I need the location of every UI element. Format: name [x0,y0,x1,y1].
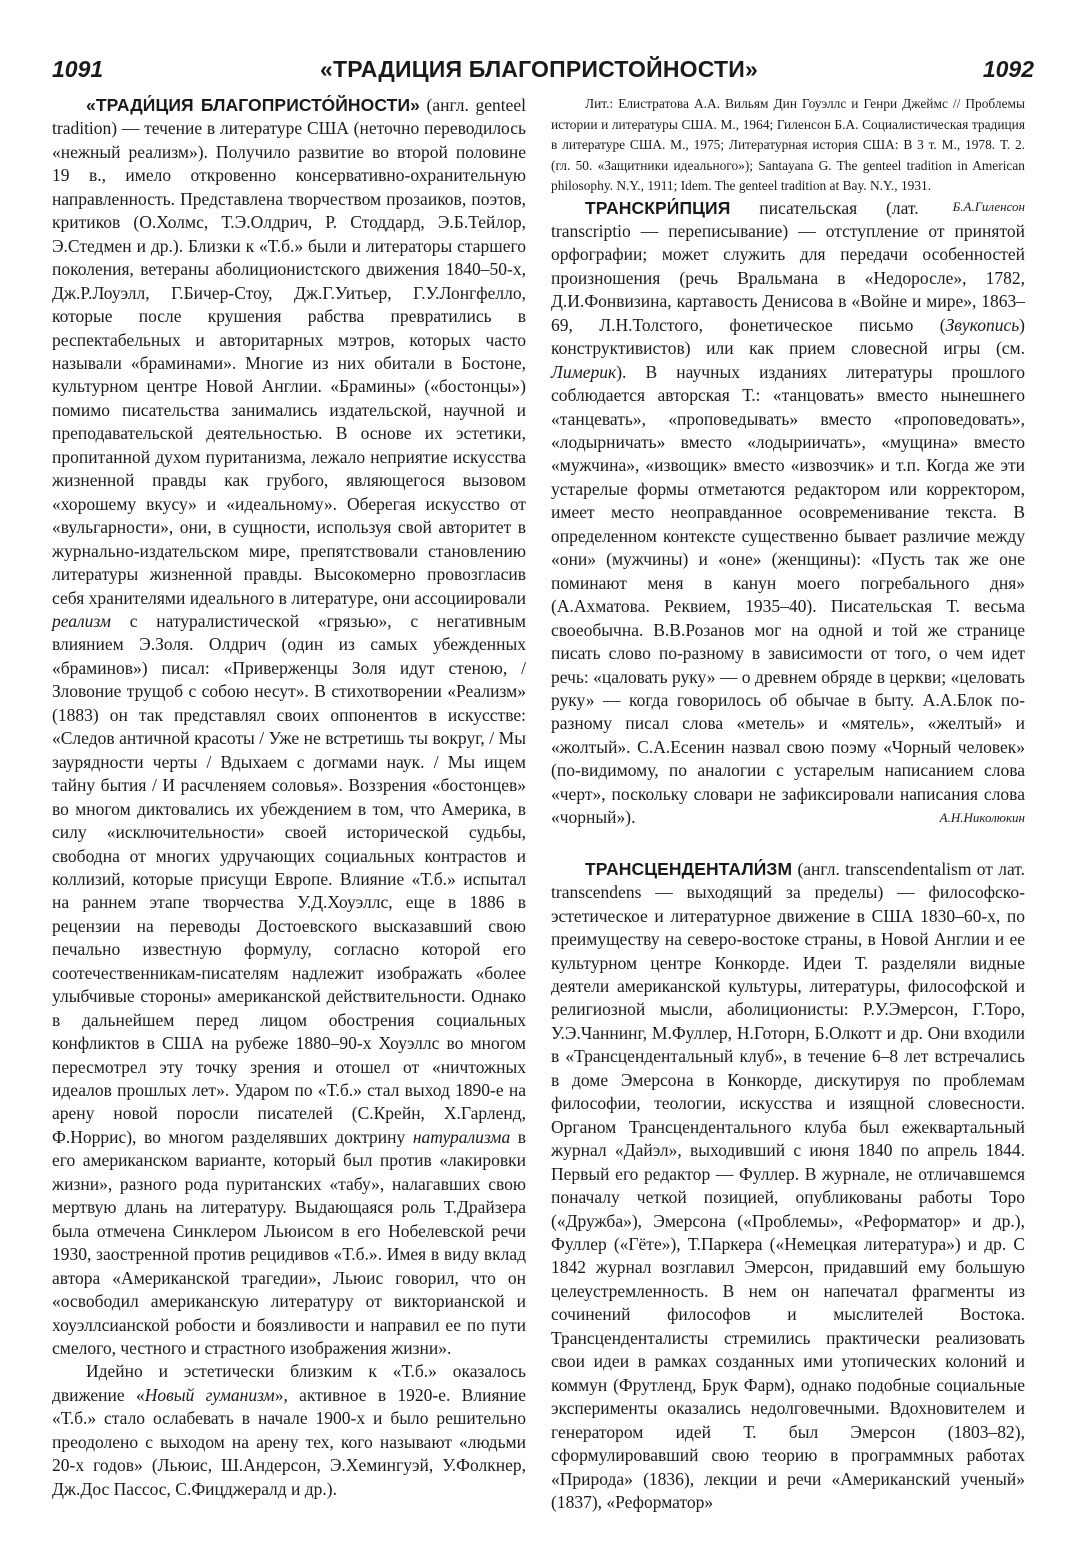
cross-ref-sound-writing: Звукопись [945,314,1020,335]
entry-text: », активное в 1920-е. Влияние «Т.б.» стало ослабевать в начале 1900-х и было решительно преодолено с выходом на арену тех, кого называют «людьми 20-х годов» (Льюис, Ш.Андерсон, Э.Хемингуэй, У.Фолкнер, Дж.Дос Пассос, С.Фицджерaлд и др.). [52,1384,526,1499]
left-column [52,94,526,1501]
entry-text: (англ. genteel tradition) — течение в литературе США (неточно переводилось «нежный реализм»). Получило развитие во второй половине 19 в., имело откровенно консервативно-охранительную направленность. Представлена творчеством прозаиков, поэтов, критиков (О.Холмс, Т.Э.Олдрич, Р. Стоддард, Э.Б.Тейлор, Э.Стедмен и др.). Близки к «Т.б.» были и литераторы старшего поколения, ветераны аболиционистского движения 1840–50-х, Дж.Р.Лоуэлл, Г.Бичер-Стоу, Дж.Г.Уитьер, Г.У.Лонгфелло, которые после крушения рабства превратились в респектабельных и авторитарных мэтров, которых часто называли «браминами». Многие из них обитали в Бостоне, культурном центре Новой Англии. «Брамины» («бостонцы») помимо писательства занимались издательской, научной и преподавательской деятельностью. В основе их эстетики, пропитанной духом пуританизма, лежало неприятие искусства жизненной правды как грубого, являющегося вызовом «хорошему вкусу» и «идеальному». Оберегая искусство от «вульгарности», они, в сущности, используя свой авторитет в журнально-издательском мире, препятствовали становлению литературы жизненной правды. Высокомерно провозгласив себя хранителями идеального в литературе, они ассоциировали [52,95,527,608]
entry-headword: «ТРАДИ́ЦИЯ БЛАГОПРИСТО́ЙНОСТИ» [86,95,420,115]
entry-text: ) конструктивистов) или как прием словесной игры (см. [551,314,1025,359]
entry-headword: ТРАНСЦЕНДЕНТАЛИ́ЗМ [585,858,793,879]
entry-text: в его американском варианте, который был против «лакировки жизни», разного рода пуританских «табу», налагавших свою мертвую длань на литературу. Выдающаяся роль Т.Драйзера была отмечена Синклером Льюисом в его Нобелевской речи 1930, заостренной против рецидивов «Т.б.». Имея в виду вклад автора «Американской трагедии», Льюис говорил, что он «освободил американскую литературу от викторианской и хоуэллсианской робости и боязливости и направил ее по пути смелого, честного и страстного изображения жизни». [52,1126,526,1359]
page-number-left: 1091 [52,56,104,82]
literature-text: Елистратова А.А. Вильям Дин Гоуэллс и Генри Джеймс // Проблемы истории и литературы США. М., 1964; Гиленсон Б.А. Социалистическая традиция в литературе США. М., 1975; Литературная история США: В 3 т. М., 1978. Т. 2. (гл. 50. «Защитники идеального»); Santayana G. The genteel tradition in American philosophy. N.Y., 1911; Idem. The genteel tradition at Bay. N.Y., 1931. [551,96,1025,193]
entry-text: писательская (лат. transcriptio — переписывание) — отступление от принятой орфографии; может служить для передачи особенностей произношения (речь Вральмана в «Недоросле», 1782, Д.И.Фонвизина, картавость Денисова в «Войне и мире», 1863–69, Л.Н.Толстого, фонетическое письмо ( [551,197,1025,335]
entry-genteel-tradition-p2 [52,1360,526,1501]
entry-text: Идейно и эстетически близким к «Т.б.» оказалось движение « [52,1361,526,1405]
cross-ref-naturalism: натурализма [412,1126,511,1147]
entry-transcription [551,197,1025,830]
entry-author: Б.А.Гиленсон [952,198,1025,214]
cross-ref-realism: реализм [52,610,111,631]
entry-transcendentalism [551,858,1025,1515]
page-header [44,56,1034,88]
entry-text: ). В научных изданиях литературы прошлого соблюдается авторская Т.: «танцовать» вместо нынешнего «танцевать», «проповедывать» вместо «проповедовать», «лодырничать» вместо «лодыриичать», «мущина» вместо «мужчина», «извощик» вместо «извозчик» и т.п. Когда же эти устарелые формы отметаются редактором или корректором, имеет место неоправданное осовременивание текста. В определенном контексте существенно бывает различие между «они» (мужчины) и «оне» (женщины): «Пусть так же оне поминают меня в канун моего погребального дня» (А.Ахматова. Реквием, 1935–40). Писательская Т. весьма своеобычна. В.В.Розанов мог на одной и той же странице писать слово по-разному в зависимости от того, о чем идет речь: «цаловать руку» — о древнем обряде в церкви; «целовать руку» — когда говорилось об обычае в быту. А.А.Блок по-разному писал слова «метель» и «мятель», «желтый» и «жолтый». С.А.Есенин назвал свою поэму «Чорный человек» (по-видимому, по аналогии с устарелым написанием слова «черт», поскольку словари не зафиксировали написания слова «чорный»). [551,361,1025,828]
entry-genteel-tradition-p1 [52,94,526,1360]
entry-text: (англ. transcendentalism от лат. transcendens — выходящий за пределы) — философско-эстетическое и литературное движение в США 1830–60-х, по преимуществу на северо-востоке страны, в Новой Англии и ее культурном центре Конкорде. Идеи Т. разделяли видные деятели американской культуры, литературы, философской и религиозной мысли, аболиционисты: Р.У.Эмерсон, Г.Торо, У.Э.Чаннинг, М.Фуллер, Н.Готорн, Б.Олкотт и др. Они входили в «Трансцендентальный клуб», в течение 6–8 лет встречались в доме Эмерсона в Конкорде, дискутируя по проблемам философии, теологии, искусства и изящной словесности. Органом Трансцендентального клуба был ежеквартальный журнал «Дайэл», выходивший с июня 1840 по апрель 1844. Первый его редактор — Фуллер. В журнале, не отличавшемся поначалу четкой позицией, опубликованы работы Торо («Дружба»), Эмерсона («Проблемы», «Реформатор» и др.), Фуллер («Гёте»), Т.Паркера («Немецкая литература») и др. С 1842 журнал возглавил Эмерсон, придавший ему большую целеустремленность. В нем он напечатал фрагменты из сочинений философов и мыслителей Востока. Трансценденталисты стремились практически реализовать свои идеи в рамках созданных ими утопических колоний и коммун (Фрутленд, Брук Фарм), однако подобные социальные эксперименты оказались недолговечными. Вдохновителем и генератором идей Т. был Эмерсон (1803–82), сформулировавший свою теорию в программных работах «Природа» (1836), лекции и речи «Американский ученый» (1837), «Реформатор» [551,858,1025,1512]
entry-headword: ТРАНСКРИ́ПЦИЯ [585,197,731,218]
entry-author: А.Н.Николюкин [939,810,1025,826]
page-number-right: 1092 [982,56,1034,82]
running-title: «ТРАДИЦИЯ БЛАГОПРИСТОЙНОСТИ» [320,56,758,82]
entry-text: с натуралистической «грязью», с негативным влиянием Э.Золя. Олдрич (один из самых убежденных «браминов») писал: «Приверженцы Золя идут стеною, / Зловоние трущоб с собою несут». В стихотворении «Реализм» (1883) он так представлял своих оппонентов в искусстве: «Следов античной красоты / Уже не встретишь ты вокруг, / Мы заурядности черты / Вдыхаем с догмами наук. / Мы ищем тайну бытия / И расчленяем соловья». Воззрения «бостонцев» во многом диктовались их убеждением в том, что Америка, в силу «исключительности» своей исторической судьбы, свободна от многих удручающих социальных контрастов и коллизий, которые присущи Европе. Влияние «Т.б.» испытал на раннем этапе творчества У.Д.Хоуэллс, еще в 1886 в рецензии на переводы Достоевского высказавший свою печально известную формулу, согласно которой его соотечественникам-писателям надлежит изображать «более улыбчивые стороны» американской действительности. Однако в дальнейшем перед лицом обострения социальных конфликтов в США на рубеже 1880–90-х Хоуэллс во многом пересмотрел эту точку зрения и отошел от «ничтожных идеалов прошлых лет». Ударом по «Т.б.» стал выход 1890-е на арену новой поросли писателей (С.Крейн, Х.Гарленд, Ф.Норрис), во многом разделявших доктрину [52,610,526,1147]
literature-label: Лит.: [585,96,619,111]
cross-ref-limerick: Лимерик [551,361,617,382]
entry-separator [551,830,1025,858]
cross-ref-new-humanism: Новый гуманизм [144,1384,275,1405]
right-column [551,94,1025,1514]
